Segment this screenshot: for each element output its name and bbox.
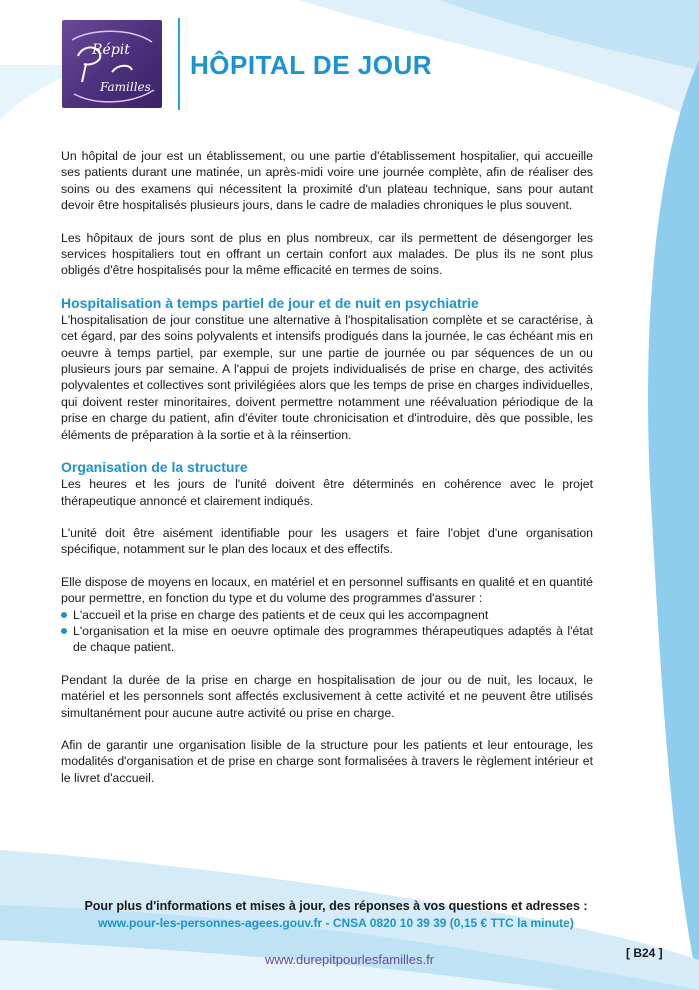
footer-info: [60, 898, 612, 932]
logo-text-repit: Répit: [92, 42, 130, 58]
header-divider: [178, 18, 180, 110]
section-heading-organisation: Organisation de la structure: [61, 459, 248, 476]
organisation-paragraph-3: Elle dispose de moyens en locaux, en matériel et en personnel suffisants en qualité et en quantité pour permettre, en fonction du type et du volume des programmes d'assurer :: [61, 574, 593, 606]
footer-contact-link[interactable]: www.pour-les-personnes-agees.gouv.fr - CNSA 0820 10 39 39 (0,15 € TTC la minute): [98, 916, 574, 930]
organisation-paragraph-1: Les heures et les jours de l'unité doivent être déterminés en cohérence avec le projet thérapeutique annoncé et clairement indiqués.: [61, 477, 593, 508]
page-number: [ B24 ]: [626, 946, 663, 960]
footer-info-line: Pour plus d'informations et mises à jour, des réponses à vos questions et adresses :: [84, 899, 588, 913]
logo-swirl-icon: [62, 20, 162, 108]
bullet-item-accueil: L'accueil et la prise en charge des patients et de ceux qui les accompagnent: [61, 607, 593, 623]
page-title: HÔPITAL DE JOUR: [190, 50, 433, 80]
website-link[interactable]: www.durepitpourlesfamilles.fr: [264, 952, 435, 967]
logo-text-familles: Familles: [100, 80, 151, 94]
bullet-item-organisation: L'organisation et la mise en oeuvre optimale des programmes thérapeutiques adaptés à l'état de chaque patient.: [61, 623, 593, 656]
organisation-paragraph-4: Pendant la durée de la prise en charge en hospitalisation de jour ou de nuit, les locaux, le matériel et les personnels sont affectés exclusivement à cette activité et ne peuvent être utilisés simultanément pour aucune autre activité ou prise en charge.: [61, 672, 593, 720]
intro-paragraph-2: Les hôpitaux de jours sont de plus en plus nombreux, car ils permettent de désengorger les services hospitaliers tout en offrant un certain confort aux malades. De plus ils ne sont plus obligés d'être hospitalisés pour la même efficacité en termes de soins.: [61, 230, 593, 278]
repit-familles-logo: [62, 20, 162, 108]
organisation-bullet-list: [61, 607, 593, 656]
section-heading-psychiatrie: Hospitalisation à temps partiel de jour et de nuit en psychiatrie: [61, 294, 479, 311]
main-content: [61, 148, 593, 802]
organisation-paragraph-5: Afin de garantir une organisation lisible de la structure pour les patients et leur entourage, les modalités d'organisation et de prise en charge sont formalisées à travers le règlement intérieur et le livret d'accueil.: [61, 737, 593, 785]
intro-paragraph-1: Un hôpital de jour est un établissement, ou une partie d'établissement hospitalier, qui accueille ses patients durant une matinée, un après-midi voire une journée complète, afin de réaliser des soins ou des examens qui nécessitent la proximité d'un plateau technique, sans pour autant devoir être hospitalisés plusieurs jours, dans le cadre de maladies chroniques le plus souvent.: [61, 149, 593, 213]
section-paragraph-psychiatrie: L'hospitalisation de jour constitue une alternative à l'hospitalisation complète et se caractérise, à cet égard, par des soins polyvalents et intensifs prodigués dans la journée, le cas échéant mis en oeuvre à temps partiel, par exemple, sur une partie de journée ou par séquences de un ou plusieurs jours par semaine. A l'appui de projets individualisés de prise en charge, des activités polyvalentes et collectives sont privilégiées alors que les temps de prise en charges individuelles, qui doivent rester minoritaires, doivent permettre notamment une réévaluation périodique de la prise en charge du patient, afin d'éviter toute chronicisation et d'introduire, dès que possible, les éléments de préparation à la sortie et à la réinsertion.: [61, 312, 593, 442]
organisation-paragraph-2: L'unité doit être aisément identifiable pour les usagers et faire l'objet d'une organisation spécifique, notamment sur le plan des locaux et des effectifs.: [61, 525, 593, 557]
